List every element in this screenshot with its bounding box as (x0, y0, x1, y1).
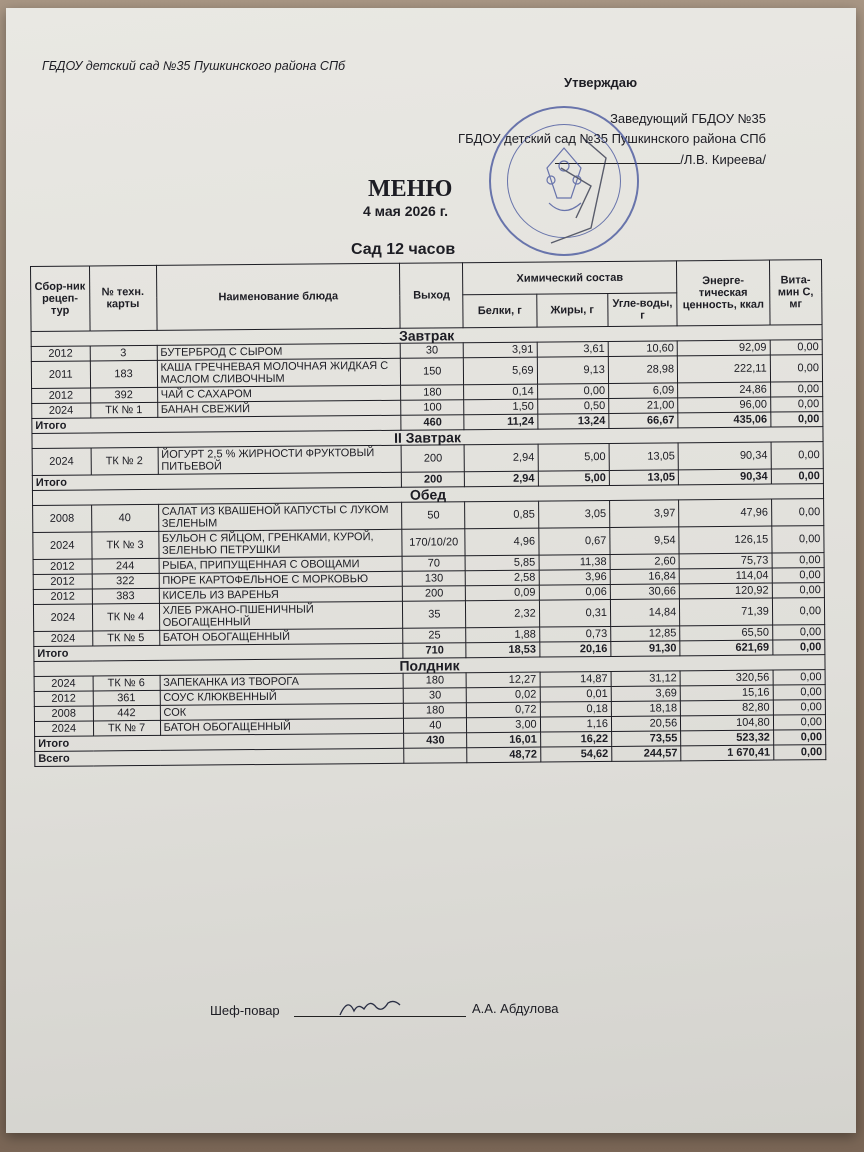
cell-card: 392 (90, 387, 157, 403)
cell-dish-name: КАША ГРЕЧНЕВАЯ МОЛОЧНАЯ ЖИДКАЯ С МАСЛОМ СЛИВОЧНЫМ (157, 358, 401, 387)
total-carbs: 91,30 (611, 641, 680, 657)
total-fat: 13,24 (537, 413, 608, 429)
total-carbs: 66,67 (609, 413, 678, 429)
cell-energy: 75,73 (679, 553, 772, 569)
cell-fat: 14,87 (540, 671, 611, 687)
cell-energy: 65,50 (680, 625, 773, 641)
grand-total-fat: 54,62 (540, 746, 611, 762)
cell-carbs: 18,18 (611, 701, 680, 717)
cell-sbornik: 2012 (32, 388, 91, 404)
page-title: МЕНЮ (368, 176, 453, 202)
cell-sbornik: 2024 (34, 631, 93, 647)
total-output: 430 (404, 733, 467, 749)
cell-protein: 4,96 (465, 528, 539, 556)
cell-sbornik: 2024 (34, 721, 93, 737)
col-carbs: Угле-воды, г (608, 293, 677, 327)
col-name: Наименование блюда (156, 263, 400, 330)
cell-card: ТК № 2 (91, 447, 158, 475)
cell-card: 244 (92, 558, 159, 574)
cell-carbs: 28,98 (608, 356, 677, 384)
cell-card: 3 (90, 345, 157, 361)
cell-fat: 1,16 (540, 716, 611, 732)
cell-vitamin: 0,00 (772, 598, 824, 625)
cell-dish-name: ПЮРЕ КАРТОФЕЛЬНОЕ С МОРКОВЬЮ (159, 571, 403, 588)
cell-vitamin: 0,00 (772, 553, 824, 568)
col-card: № техн. карты (89, 265, 157, 331)
cell-energy: 320,56 (680, 670, 773, 686)
grand-total-carbs: 244,57 (612, 746, 681, 762)
cell-sbornik: 2024 (33, 604, 92, 632)
cell-protein: 1,88 (466, 627, 540, 643)
cell-sbornik: 2008 (34, 706, 93, 722)
grand-total-label: Всего (35, 748, 405, 766)
cell-output: 200 (401, 445, 464, 473)
grand-total-output (404, 748, 467, 764)
cell-energy: 82,80 (680, 700, 773, 716)
cell-carbs: 3,69 (611, 686, 680, 702)
cell-fat: 0,06 (539, 584, 610, 600)
cell-card: ТК № 4 (92, 603, 159, 631)
col-protein: Белки, г (463, 294, 537, 328)
col-energy: Энерге-тическая ценность, ккал (677, 260, 770, 326)
total-vitamin: 0,00 (771, 469, 823, 484)
total-vitamin: 0,00 (771, 412, 823, 427)
cell-output: 70 (402, 556, 465, 572)
cell-protein: 2,32 (466, 600, 540, 628)
cell-energy: 15,16 (680, 685, 773, 701)
section-title: Завтрак (31, 325, 822, 347)
cell-fat: 5,00 (538, 443, 610, 471)
organization-name: ГБДОУ детский сад №35 Пушкинского района СПб (42, 59, 346, 73)
cell-fat: 0,50 (537, 398, 608, 414)
total-output: 460 (401, 415, 464, 431)
cell-card: 183 (90, 360, 157, 388)
cell-vitamin: 0,00 (773, 670, 825, 685)
cell-energy: 120,92 (679, 583, 772, 599)
cell-output: 35 (403, 601, 466, 629)
cell-output: 40 (404, 718, 467, 734)
cell-sbornik: 2011 (31, 361, 90, 389)
total-label: Итого (32, 415, 402, 433)
cell-dish-name: СОК (160, 703, 404, 720)
cell-carbs: 31,12 (611, 671, 680, 687)
stamp-emblem-icon (491, 108, 637, 254)
cell-dish-name: БАТОН ОБОГАЩЕННЫЙ (160, 718, 404, 735)
grand-total-energy: 1 670,41 (681, 745, 774, 761)
cell-carbs: 21,00 (609, 398, 678, 414)
cell-fat: 0,18 (540, 701, 611, 717)
cell-card: ТК № 7 (93, 720, 160, 736)
cell-sbornik: 2008 (33, 505, 92, 533)
total-energy: 523,32 (681, 730, 774, 746)
cell-dish-name: БАНАН СВЕЖИЙ (157, 400, 401, 417)
cell-protein: 2,58 (465, 570, 539, 586)
cell-vitamin: 0,00 (773, 715, 825, 730)
section-title: Обед (32, 484, 823, 506)
total-protein: 2,94 (464, 471, 538, 487)
cell-carbs: 14,84 (610, 599, 679, 627)
cell-vitamin: 0,00 (771, 442, 823, 469)
cell-vitamin: 0,00 (772, 625, 824, 640)
cell-protein: 0,09 (465, 585, 539, 601)
total-label: Итого (34, 643, 404, 661)
cell-output: 180 (401, 385, 464, 401)
cell-output: 200 (403, 586, 466, 602)
cell-output: 170/10/20 (402, 529, 465, 557)
cell-energy: 126,15 (679, 526, 772, 554)
cell-vitamin: 0,00 (772, 526, 824, 553)
cell-carbs: 16,84 (610, 569, 679, 585)
menu-date: 4 мая 2026 г. (363, 203, 449, 219)
cell-vitamin: 0,00 (770, 355, 822, 382)
cell-sbornik: 2012 (34, 691, 93, 707)
cell-vitamin: 0,00 (770, 340, 822, 355)
chef-label: Шеф-повар (210, 1003, 280, 1018)
cell-fat: 3,05 (538, 500, 610, 528)
cell-card: 383 (92, 588, 159, 604)
cell-dish-name: ЧАЙ С САХАРОМ (157, 385, 401, 402)
cell-carbs: 6,09 (609, 383, 678, 399)
cell-card: 442 (93, 705, 160, 721)
cell-carbs: 3,97 (610, 500, 679, 528)
cell-sbornik: 2024 (32, 403, 91, 419)
cell-card: ТК № 1 (90, 402, 157, 418)
total-protein: 16,01 (467, 732, 541, 748)
cell-output: 30 (404, 688, 467, 704)
cell-carbs: 30,66 (610, 584, 679, 600)
total-vitamin: 0,00 (773, 640, 825, 655)
cell-fat: 0,67 (538, 527, 610, 555)
cell-fat: 0,73 (539, 626, 610, 642)
cell-carbs: 20,56 (611, 716, 680, 732)
cell-vitamin: 0,00 (770, 397, 822, 412)
cell-carbs: 9,54 (610, 527, 679, 555)
cell-sbornik: 2024 (34, 676, 93, 692)
chef-signature-icon (336, 993, 406, 1021)
cell-energy: 114,04 (679, 568, 772, 584)
cell-energy: 47,96 (679, 499, 772, 527)
cell-dish-name: САЛАТ ИЗ КВАШЕНОЙ КАПУСТЫ С ЛУКОМ ЗЕЛЕНЫМ (158, 502, 402, 531)
cell-dish-name: ЙОГУРТ 2,5 % ЖИРНОСТИ ФРУКТОВЫЙ ПИТЬЕВОЙ (158, 445, 402, 474)
cell-vitamin: 0,00 (772, 583, 824, 598)
cell-output: 25 (403, 628, 466, 644)
head-name: /Л.В. Киреева/ (680, 152, 766, 167)
cell-energy: 71,39 (680, 598, 773, 626)
approval-label: Утверждаю (564, 75, 638, 90)
chef-name: А.А. Абдулова (472, 1001, 559, 1016)
cell-sbornik: 2012 (33, 559, 92, 575)
total-fat: 20,16 (539, 641, 610, 657)
col-vitamin: Вита-мин С, мг (769, 260, 822, 325)
cell-sbornik: 2024 (32, 448, 91, 476)
cell-sbornik: 2024 (33, 532, 92, 560)
cell-card: 361 (93, 690, 160, 706)
cell-vitamin: 0,00 (771, 499, 823, 526)
cell-output: 50 (402, 502, 465, 530)
cell-output: 30 (401, 343, 464, 359)
cell-fat: 3,61 (537, 341, 608, 357)
cell-energy: 222,11 (677, 355, 770, 383)
cell-energy: 92,09 (677, 340, 770, 356)
cell-fat: 0,01 (540, 686, 611, 702)
cell-card: ТК № 5 (92, 630, 159, 646)
col-output: Выход (400, 263, 463, 329)
menu-table (30, 259, 826, 767)
cell-protein: 3,00 (467, 717, 541, 733)
col-chem: Химический состав (463, 261, 677, 295)
col-sbornik: Сбор-ник рецеп-тур (31, 266, 90, 332)
cell-fat: 0,31 (539, 599, 611, 627)
cell-vitamin: 0,00 (773, 685, 825, 700)
cell-vitamin: 0,00 (773, 700, 825, 715)
cell-fat: 9,13 (537, 356, 609, 384)
cell-sbornik: 2012 (33, 589, 92, 605)
cell-card: ТК № 6 (93, 675, 160, 691)
total-output: 200 (402, 472, 465, 488)
cell-card: 322 (92, 573, 159, 589)
head-title: Заведующий ГБДОУ №35 (610, 111, 766, 126)
cell-output: 150 (401, 358, 464, 386)
cell-energy: 90,34 (678, 442, 771, 470)
cell-vitamin: 0,00 (770, 382, 822, 397)
grand-total-vitamin: 0,00 (773, 745, 825, 760)
cell-output: 100 (401, 400, 464, 416)
cell-dish-name: БАТОН ОБОГАЩЕННЫЙ (159, 628, 403, 645)
col-fat: Жиры, г (536, 293, 608, 327)
cell-sbornik: 2012 (33, 574, 92, 590)
cell-protein: 0,85 (465, 501, 539, 529)
cell-carbs: 2,60 (610, 554, 679, 570)
total-vitamin: 0,00 (773, 730, 825, 745)
cell-output: 180 (403, 673, 466, 689)
total-carbs: 13,05 (609, 470, 678, 486)
cell-card: 40 (91, 504, 158, 532)
cell-fat: 3,96 (539, 569, 610, 585)
total-label: Итого (35, 733, 405, 751)
cell-fat: 11,38 (539, 554, 610, 570)
cell-protein: 5,85 (465, 555, 539, 571)
total-energy: 435,06 (678, 412, 771, 428)
cell-protein: 3,91 (463, 342, 537, 358)
cell-carbs: 10,60 (608, 341, 677, 357)
total-energy: 621,69 (680, 640, 773, 656)
grand-total-protein: 48,72 (467, 747, 541, 763)
menu-body (31, 325, 826, 767)
total-protein: 18,53 (466, 642, 540, 658)
cell-fat: 0,00 (537, 383, 608, 399)
cell-energy: 104,80 (681, 715, 774, 731)
head-organization: ГБДОУ детский сад №35 Пушкинского района СПб (458, 131, 766, 146)
section-title: II Завтрак (32, 427, 823, 449)
cell-protein: 0,14 (464, 384, 538, 400)
cell-dish-name: ХЛЕБ РЖАНО-ПШЕНИЧНЫЙ ОБОГАЩЕННЫЙ (159, 601, 403, 630)
cell-dish-name: СОУС КЛЮКВЕННЫЙ (160, 688, 404, 705)
cell-card: ТК № 3 (91, 531, 158, 559)
official-stamp (489, 106, 639, 256)
cell-carbs: 13,05 (609, 443, 678, 471)
total-fat: 16,22 (540, 731, 611, 747)
cell-output: 180 (404, 703, 467, 719)
total-fat: 5,00 (538, 470, 609, 486)
cell-protein: 1,50 (464, 399, 538, 415)
cell-dish-name: БУТЕРБРОД С СЫРОМ (157, 343, 401, 360)
cell-dish-name: РЫБА, ПРИПУЩЕННАЯ С ОВОЩАМИ (159, 556, 403, 573)
cell-protein: 0,72 (467, 702, 541, 718)
cell-protein: 12,27 (466, 672, 540, 688)
cell-dish-name: ЗАПЕКАНКА ИЗ ТВОРОГА (160, 673, 404, 690)
cell-energy: 96,00 (678, 397, 771, 413)
total-label: Итого (32, 472, 402, 490)
cell-energy: 24,86 (678, 382, 771, 398)
cell-dish-name: КИСЕЛЬ ИЗ ВАРЕНЬЯ (159, 586, 403, 603)
cell-sbornik: 2012 (31, 346, 90, 362)
cell-vitamin: 0,00 (772, 568, 824, 583)
cell-output: 130 (403, 571, 466, 587)
total-output: 710 (403, 643, 466, 659)
cell-carbs: 12,85 (611, 626, 680, 642)
menu-subtitle: Сад 12 часов (351, 241, 456, 258)
menu-document (6, 8, 856, 1133)
cell-protein: 5,69 (464, 357, 538, 385)
total-protein: 11,24 (464, 414, 538, 430)
total-carbs: 73,55 (612, 731, 681, 747)
cell-protein: 0,02 (466, 687, 540, 703)
cell-dish-name: БУЛЬОН С ЯЙЦОМ, ГРЕНКАМИ, КУРОЙ, ЗЕЛЕНЬЮ ПЕТРУШКИ (158, 529, 402, 558)
section-title: Полдник (34, 655, 825, 677)
total-energy: 90,34 (678, 469, 771, 485)
cell-protein: 2,94 (464, 444, 538, 472)
